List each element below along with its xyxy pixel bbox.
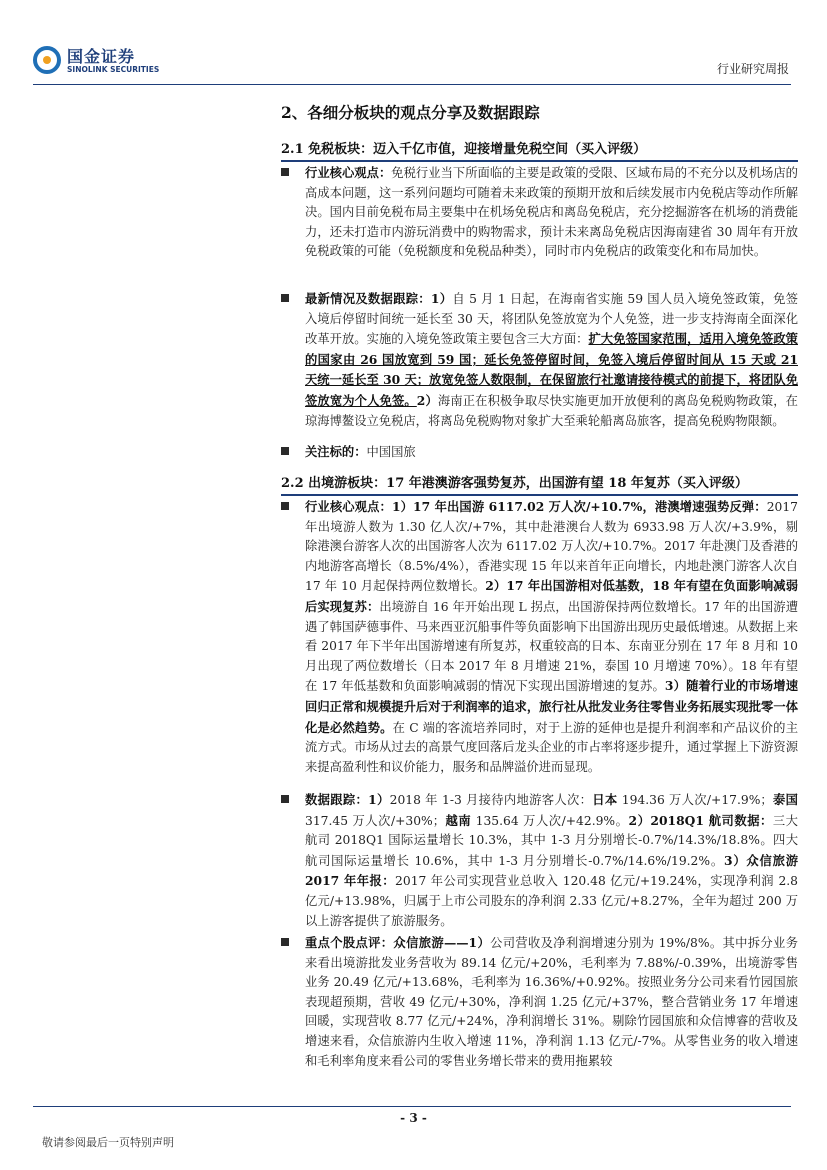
bullet-square-icon xyxy=(281,168,289,176)
bullet-square-icon xyxy=(281,502,289,510)
report-type: 行业研究周报 xyxy=(716,62,789,76)
header-divider xyxy=(33,84,791,85)
bullet-dutyfree-latest xyxy=(281,289,798,431)
bullet-label: 关注标的： xyxy=(305,444,367,459)
bold-claim: 17 年出国游相对低基数，18 年有望在负面影响减弱后实现复苏： xyxy=(305,578,799,614)
paragraph-text: 135.64 万人次/+42.9%。 xyxy=(471,813,629,828)
subsection-title-dutyfree: 2.1 免税板块：迈入千亿市值，迎接增量免税空间（买入评级） xyxy=(281,138,798,162)
logo-english-name: SINOLINK SECURITIES xyxy=(67,65,160,74)
bullet-dutyfree-focus xyxy=(281,442,798,463)
bullet-square-icon xyxy=(281,447,289,455)
company-logo xyxy=(33,42,163,82)
bullet-label: 行业核心观点：1）17 年出国游 6117.02 万人次/+10.7%，港澳增速强势反弹： xyxy=(305,499,767,514)
underlined-highlight: 扩大免签国家范围，适用入境免签政策的国家由 26 国放宽到 59 国；延长免签停留时间，免签入境后停留时间从 15 天或 21 天统一延长至 30 天；放宽免签人数限制，在保留旅行社邀请接待模式的前提下，将团队免签放宽为个人免签。 xyxy=(305,331,798,408)
item-number: 2） xyxy=(485,578,507,594)
paragraph-text: 2017 年出境游人数为 1.30 亿人次/+7%，其中赴港澳台人数为 6933.98 万人次/+3.9%，剔除港澳台游客人次的出国游客人次为 6117.02 万人次/+10.7%。2017 年赴澳门及香港的内地游客高增长（8.5%/4%），香港实现 15 年以来首年正向增长，内地赴澳门游客人次自 17 年 10 月起保持两位数增长。 xyxy=(305,500,798,594)
bullet-square-icon xyxy=(281,795,289,803)
paragraph-text: 2018 年 1-3 月接待内地游客人次： xyxy=(389,793,593,807)
bullet-outbound-stock-review xyxy=(281,933,798,1071)
country-japan: 日本 xyxy=(592,792,618,807)
paragraph-text: 中国国旅 xyxy=(366,445,416,459)
page-header xyxy=(0,0,827,92)
bullet-dutyfree-core-view xyxy=(281,163,798,262)
bold-claim: 众信旅游 2017 年年报： xyxy=(305,852,798,889)
paragraph-text: 出境游自 16 年开始出现 L 拐点，出国游保持两位数增长。17 年的出国游遭遇了韩国萨德事件、马来西亚沉船事件等负面影响下出国游出现历史最低增速。从数据上来看 2017 年下半年出国游增速有所复苏，权重较高的日本、东南亚分别在 17 年 8 月和 10 月出现了两位数增长（日本 2017 年 8 月增速 21%，泰国 10 月增速 70%）。18 年有望在 17 年低基数和负面影响减弱的情况下实现出国游增速的复苏。 xyxy=(305,599,798,694)
paragraph-text: 在 C 端的客流培养同时，对于上游的延伸也是提升利润率和产品议价的主流方式。市场从过去的高景气度回落后龙头企业的市占率将逐步提升，通过掌握上下游资源来提高盈利性和议价能力，服务和品牌溢价进而显现。 xyxy=(305,720,798,774)
section-title: 2、各细分板块的观点分享及数据跟踪 xyxy=(281,103,540,122)
logo-chinese-name: 国金证券 xyxy=(67,47,136,66)
item-number: 3） xyxy=(723,852,747,868)
paragraph-text: 317.45 万人次/+30%； xyxy=(305,813,446,828)
footer-divider xyxy=(33,1106,791,1107)
paragraph-text: 194.36 万人次/+17.9%； xyxy=(617,793,773,807)
bullet-square-icon xyxy=(281,938,289,946)
item-number: 3） xyxy=(664,678,687,694)
paragraph-text: 海南正在积极争取尽快实施更加开放便利的离岛免税购物政策，在琼海博鳌设立免税店，将离岛免税购物对象扩大至乘轮船离岛旅客，提高免税购物限额。 xyxy=(305,393,798,428)
bullet-label: 重点个股点评：众信旅游——1） xyxy=(305,935,491,950)
footer-disclaimer: 敬请参阅最后一页特别声明 xyxy=(42,1136,174,1149)
paragraph-text: 公司营收及净利润增速分别为 19%/8%。其中拆分业务来看出境游批发业务营收为 89.14 亿元/+20%，毛利率为 7.88%/-0.39%，出境游零售业务 20.49 亿元/+13.68%，毛利率为 16.36%/+0.92%。按照业务分公司来看竹园国旅表现超预期，营收 49 亿元/+30%，净利润 1.25 亿元/+37%，整合营销业务 17 年增速回暖，实现营收 8.77 亿元/+24%，净利润增长 31%。剔除竹园国旅和众信博睿的营收及增速来看，众信旅游内生收入增速 11%，净利润 1.13 亿元/-7%。从零售业务的收入增速和毛利率角度来看公司的零售业务增长带来的费用拖累较 xyxy=(305,936,798,1068)
bullet-square-icon xyxy=(281,294,289,302)
paragraph-text: 2017 年公司实现营业总收入 120.48 亿元/+19.24%，实现净利润 2.8 亿元/+13.98%，归属于上市公司股东的净利润 2.33 亿元/+8.27%，全年为超过 200 万以上游客提供了旅游服务。 xyxy=(305,874,798,928)
subsection-title-outbound: 2.2 出境游板块：17 年港澳游客强势复苏，出国游有望 18 年复苏（买入评级） xyxy=(281,472,798,496)
paragraph-text: 免税行业当下所面临的主要是政策的受限、区域布局的不充分以及机场店的高成本问题，这一系列问题均可随着未来政策的预期开放和后续发展市内免税店等动作所解决。国内目前免税布局主要集中在机场免税店和离岛免税店，充分挖掘游客在机场的消费能力，还未打造市内游玩消费中的购物需求，预计未来离岛免税店因海南建省 30 周年有开放免税政策的可能（免税额度和免税品种类），同时市内免税店的政策变化和布局加快。 xyxy=(305,166,798,259)
item-number: 2） xyxy=(416,392,438,408)
bullet-outbound-core-view xyxy=(281,497,798,777)
bold-claim: 随着行业的市场增速回归正常和规模提升后对于利润率的追求，旅行社从批发业务往零售业务拓展实现批零一体化是必然趋势。 xyxy=(305,678,798,735)
item-number: 2） xyxy=(628,812,651,828)
bullet-label: 行业核心观点： xyxy=(305,165,392,180)
country-vietnam: 越南 xyxy=(445,812,472,828)
country-thailand: 泰国 xyxy=(772,792,798,807)
bullet-outbound-data xyxy=(281,790,798,931)
paragraph-text: 自 5 月 1 日起，在海南省实施 59 国人员入境免签政策，免签入境后停留时间统一延长至 30 天，将团队免签放宽为个人免签，进一步支持海南全面深化改革开放。实施的入境免签政策主要包含三大方面： xyxy=(305,292,799,347)
bullet-label: 数据跟踪：1） xyxy=(305,792,390,807)
bullet-label: 最新情况及数据跟踪：1） xyxy=(305,291,453,306)
logo-mark-icon xyxy=(33,46,61,74)
page-number: - 3 - xyxy=(400,1111,427,1125)
paragraph-text: 三大航司 2018Q1 国际运量增长 10.3%，其中 1-3 月分别增长-0.7%/14.3%/18.8%。四大航司国际运量增长 10.6%，其中 1-3 月分别增长-0.7%/14.6%/19.2%。 xyxy=(305,813,798,868)
bold-claim: 2018Q1 航司数据： xyxy=(650,812,773,828)
